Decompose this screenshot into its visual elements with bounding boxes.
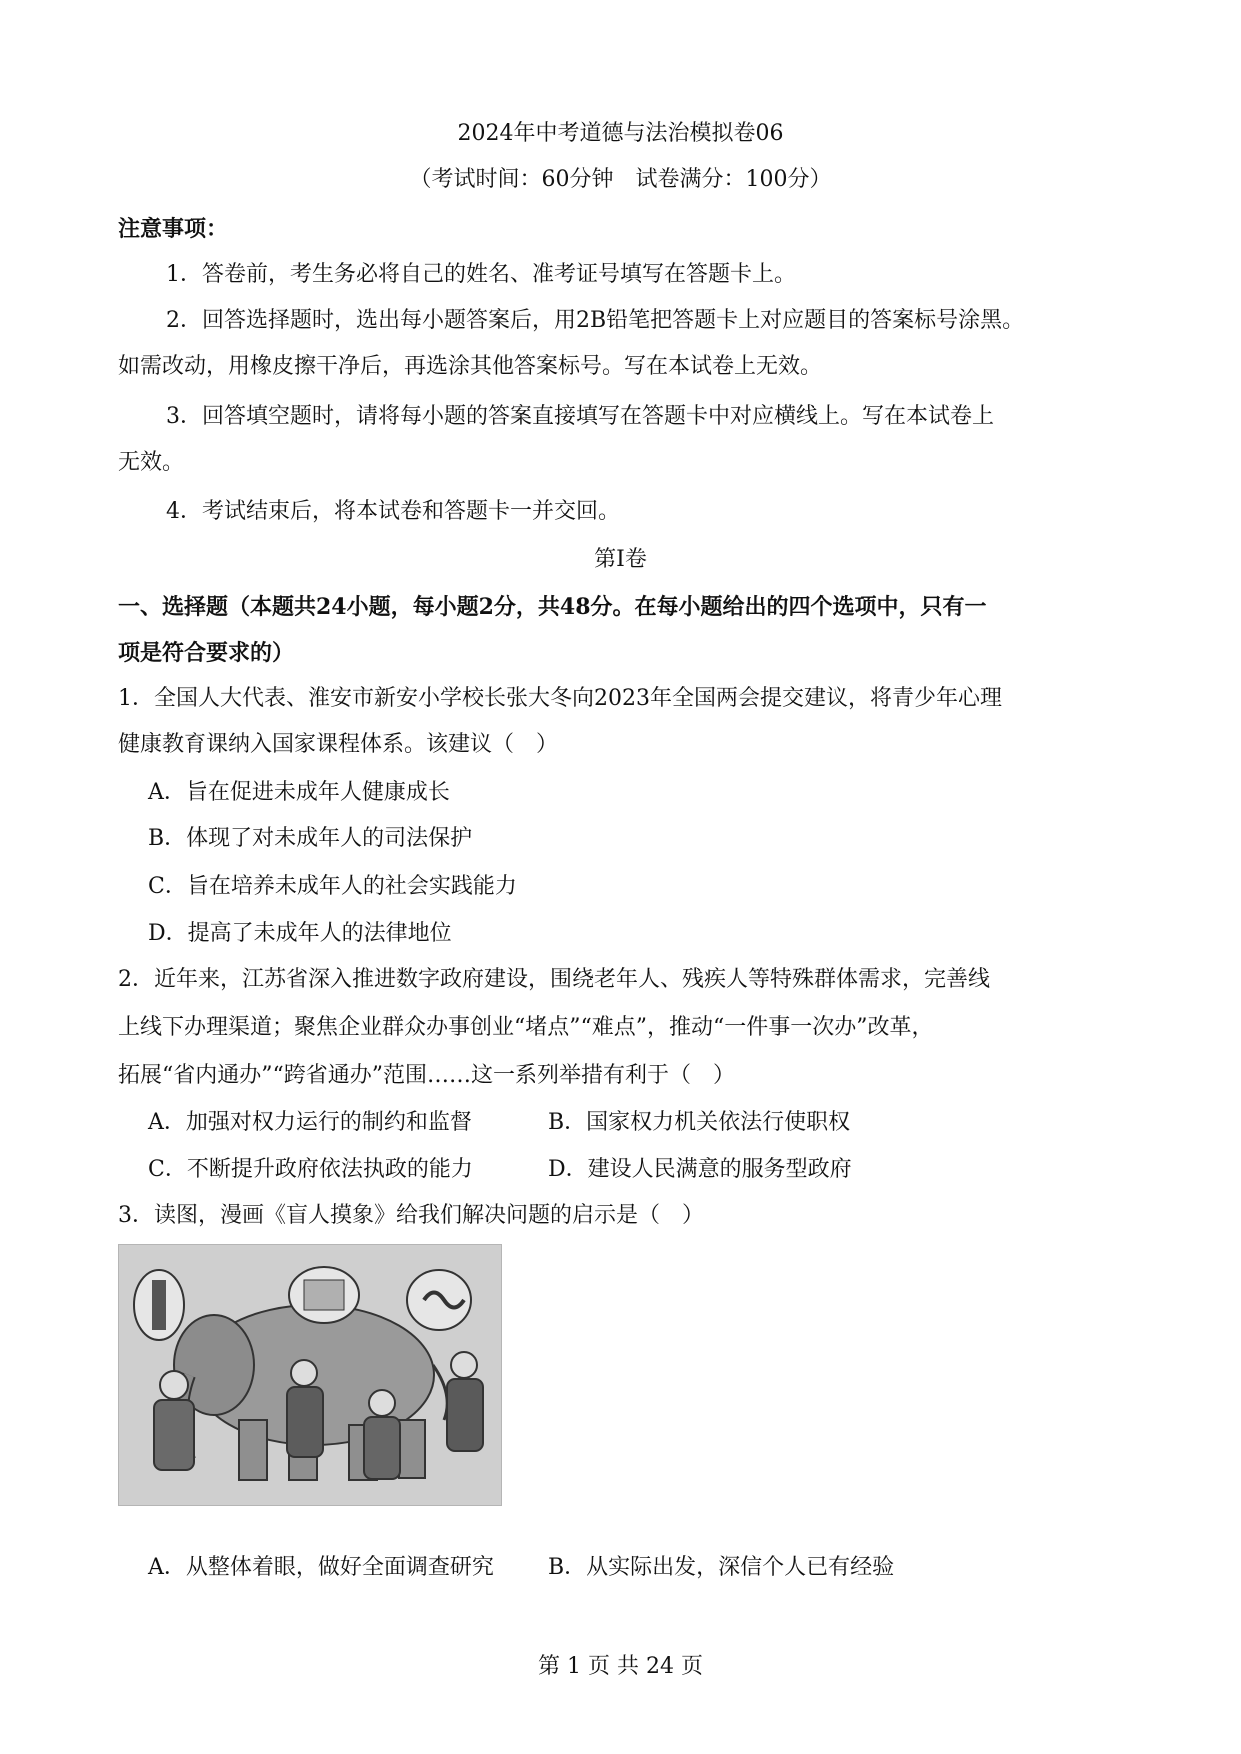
notice-item: 2．回答选择题时，选出每小题答案后，用2B铅笔把答题卡上对应题目的答案标号涂黑。 [166,308,1025,333]
option-b: B．国家权力机关依法行使职权 [548,1110,851,1135]
question-stem: 2．近年来，江苏省深入推进数字政府建设，围绕老年人、残疾人等特殊群体需求，完善线 [118,967,991,992]
volume-label: 第Ⅰ卷 [594,547,647,572]
option-b: B．体现了对未成年人的司法保护 [148,826,473,851]
option-c: C．不断提升政府依法执政的能力 [148,1157,473,1182]
notice-item: 4．考试结束后，将本试卷和答题卡一并交回。 [166,499,620,524]
notice-item: 无效。 [118,450,185,475]
section-heading: 一、选择题（本题共24小题，每小题2分，共48分。在每小题给出的四个选项中，只有一 [118,594,987,620]
option-a: A．旨在促进未成年人健康成长 [148,780,450,805]
notice-item: 如需改动，用橡皮擦干净后，再选涂其他答案标号。写在本试卷上无效。 [118,354,823,379]
question-stem: 拓展“省内通办”“跨省通办”范围……这一系列举措有利于（ ） [118,1063,735,1088]
question-stem: 1．全国人大代表、淮安市新安小学校长张大冬向2023年全国两会提交建议，将青少年心理 [118,686,1002,711]
option-a: A．加强对权力运行的制约和监督 [148,1110,472,1135]
exam-subtitle: （考试时间：60分钟 试卷满分：100分） [409,167,832,192]
cartoon-blind-men-elephant-image [118,1244,502,1506]
option-d: D．提高了未成年人的法律地位 [148,921,452,946]
notice-item: 3．回答填空题时，请将每小题的答案直接填写在答题卡中对应横线上。写在本试卷上 [166,404,994,429]
notice-item: 1．答卷前，考生务必将自己的姓名、准考证号填写在答题卡上。 [166,262,796,287]
page-number: 第 1 页 共 24 页 [538,1654,703,1679]
option-c: C．旨在培养未成年人的社会实践能力 [148,874,517,899]
option-d: D．建设人民满意的服务型政府 [548,1157,852,1182]
section-heading: 项是符合要求的） [118,640,295,666]
notice-heading: 注意事项： [118,216,229,242]
question-stem: 3．读图，漫画《盲人摸象》给我们解决问题的启示是（ ） [118,1203,704,1228]
question-stem: 上线下办理渠道；聚焦企业群众办事创业“堵点”“难点”，推动“一件事一次办”改革， [118,1015,934,1040]
option-b: B．从实际出发，深信个人已有经验 [548,1555,895,1580]
option-a: A．从整体着眼，做好全面调查研究 [148,1555,494,1580]
exam-title: 2024年中考道德与法治模拟卷06 [457,121,784,146]
question-stem: 健康教育课纳入国家课程体系。该建议（ ） [118,732,559,757]
